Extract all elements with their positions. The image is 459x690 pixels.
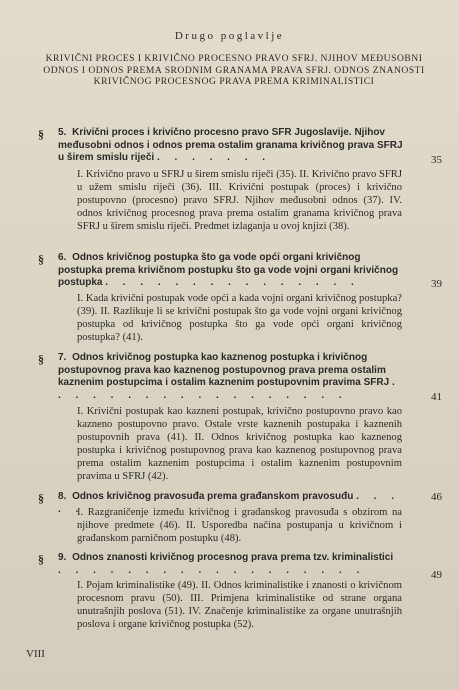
chapter-title: Drugo poglavlje [174,30,285,42]
section-mark: § [38,352,44,366]
entry-number: 5. [58,127,67,138]
section-mark: § [38,491,44,505]
section-mark: § [38,127,44,141]
entry-description: I. Pojam kriminalistike (49). II. Odnos kriminalistike i znanosti o krivičnom procesnom pravu (50). III. Primjena kriminalistike od strane organa unutrašnjih poslova (51). IV. Značenje kriminalistike za organe unutrašnjih poslova i organe krivičnog postupka (52). [77,580,402,630]
entry-number: 6. [58,252,67,263]
entry-heading [58,252,403,290]
entry-heading [58,352,403,402]
entry-heading-text: Odnos krivičnog postupka kao kaznenog postupka i krivičnog postupovnog prava kao kaznenog postupovnog prava prema ostalim kaznenim postupcima i ostalim kaznenim postupovnim pravima SFRJ [58,352,390,388]
leader-dots: . . . . . [58,491,400,515]
section-mark: § [38,552,44,566]
entry-description: I. Krivični postupak kao kazneni postupak, krivično postupovno pravo kao kazneno postupovno pravo. Ostale vrste kaznenih postupaka i kaznenih postupovnih prava (41). II. Odnos krivičnog postupka kao kaznenog postupka i krivičnog postupovnog prava kao kaznenog postupovnog prava prema ostalim kaznenim postupcima i ostalim kaznenim postupovnim pravima u SFRJ (42). [77,406,402,482]
entry-heading-text: Odnos znanosti krivičnog procesnog prava prema tzv. kriminalistici [72,552,394,563]
page-number: VIII [26,648,45,660]
entry-description: I. Razgraničenje između krivičnog i građanskog pravosuđa s obzirom na njihove predmete (46). II. Usporedba načina postupanja u krivičnom i građanskom parničnom postupku (48). [77,507,402,544]
entry-number: 7. [58,352,67,363]
leader-dots: . . . . . . . . . . . . . . . [105,277,360,288]
entry-number: 8. [58,491,67,502]
part-title: KRIVIČNI PROCES I KRIVIČNO PROCESNO PRAVO SFRJ. NJIHOV MEĐUSOBNI ODNOS I ODNOS PREMA SRODNIM GRANAMA PRAVA SFRJ. ODNOS ZNANOSTI KRIVIČNOG PROCESNOG PRAVA PREMA KRIMINALISTICI [43,53,425,87]
leader-dots: . . . . . . . . . . . . . . . . . . [58,564,366,576]
leader-dots: . . . . . . . [156,152,272,163]
entry-description: I. Krivično pravo u SFRJ u širem smislu riječi (35). II. Krivično pravo SFRJ u užem smislu riječi (36). III. Krivični postupak (proces) i krivično postupovno (procesno) pravo SFRJ. Njihov međusobni odnos (37). IV. odnos krivičnog procesnog prava prema ostalim granama krivičnog prava SFRJ u širem smislu riječi. Predmet izlaganja u ovoj knjizi (38). [77,169,402,232]
entry-heading-text: Odnos krivičnog postupka što ga vode opći organi krivičnog postupka prema krivičnom postupku što ga vode vojni organi krivičnog postupka [58,252,399,288]
entry-heading [58,552,403,577]
entry-page-number: 46 [431,491,442,503]
entry-number: 9. [58,552,67,563]
entry-description: I. Kada krivični postupak vode opći a kada vojni organi krivičnog postupka? (39). II. Razlikuje li se krivični postupak što ga vode vojni organi krivičnog postupka od krivičnog postupka što ga vode opći organi krivičnog postupka? (41). [77,293,402,343]
entry-page-number: 49 [431,569,442,581]
entry-page-number: 41 [431,391,442,403]
entry-heading-text: Odnos krivičnog pravosuđa prema građanskom pravosuđu [72,491,354,502]
entry-heading-text: Krivični proces i krivično procesno pravo SFR Jugoslavije. Njihov međusobni odnos i odnos prema ostalim granama krivičnog prava SFRJ u širem smislu riječi [58,127,403,163]
entry-page-number: 35 [431,154,442,166]
entry-page-number: 39 [431,278,442,290]
leader-dots: . . . . . . . . . . . . . . . . . . [58,377,401,401]
section-mark: § [38,252,44,266]
entry-heading [58,127,403,165]
